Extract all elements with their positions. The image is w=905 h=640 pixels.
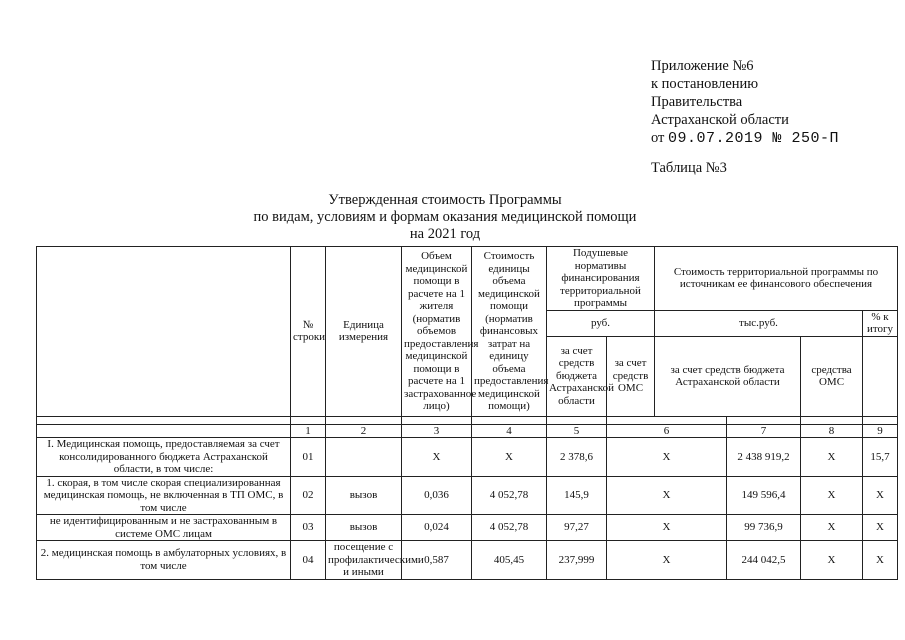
row-budget-thousand: 149 596,4	[727, 476, 801, 515]
annex-line-4: Астраханской области	[651, 112, 789, 128]
row-cost: 4 052,78	[472, 476, 547, 515]
header-territorial-cost: Стоимость территориальной программы по источникам ее финансового обеспечения	[655, 247, 898, 311]
separator-row	[37, 416, 898, 424]
row-no: 04	[291, 541, 326, 580]
row-oms: X	[607, 515, 727, 541]
row-oms-thousand: X	[801, 515, 863, 541]
annex-block	[651, 57, 839, 148]
table-row	[37, 438, 898, 477]
table-row	[37, 476, 898, 515]
title-line-2: по видам, условиям и формам оказания медицинской помощи	[253, 209, 637, 225]
annex-date-prefix: от	[651, 130, 665, 146]
table-number: Таблица №3	[651, 160, 727, 176]
row-name: 1. скорая, в том числе скорая специализированная медицинская помощь, не включенная в ТП ОМС, в том числе	[37, 476, 291, 515]
header-unit: Единица измерения	[326, 247, 402, 417]
row-name: не идентифицированным и не застрахованным в системе ОМС лицам	[37, 515, 291, 541]
row-budget: 2 378,6	[547, 438, 607, 477]
row-volume: 0,587	[402, 541, 472, 580]
row-no: 03	[291, 515, 326, 541]
row-oms: X	[607, 438, 727, 477]
column-number: 2	[326, 424, 402, 438]
cost-table	[36, 246, 898, 580]
title-line-1: Утвержденная стоимость Программы	[328, 192, 562, 208]
row-budget-thousand: 2 438 919,2	[727, 438, 801, 477]
row-no: 01	[291, 438, 326, 477]
annex-line-1: Приложение №6	[651, 58, 754, 74]
row-percent: X	[863, 476, 898, 515]
row-unit: вызов	[326, 515, 402, 541]
row-oms: X	[607, 541, 727, 580]
header-unit-cost: Стоимость единицы объема медицинской помощи (норматив финансовых затрат на единицу объема предоставления медицинской помощи)	[472, 247, 547, 417]
header-budget-thousand: за счет средств бюджета Астраханской области	[655, 336, 801, 416]
header-per-capita: Подушевые нормативы финансирования территориальной программы	[547, 247, 655, 311]
column-number: 5	[547, 424, 607, 438]
row-oms-thousand: X	[801, 476, 863, 515]
column-number: 9	[863, 424, 898, 438]
column-number: 1	[291, 424, 326, 438]
header-percent-total: % к итогу	[863, 310, 898, 336]
table-row	[37, 541, 898, 580]
row-budget: 237,999	[547, 541, 607, 580]
row-cost: X	[472, 438, 547, 477]
row-cost: 4 052,78	[472, 515, 547, 541]
row-unit: вызов	[326, 476, 402, 515]
header-volume: Объем медицинской помощи в расчете на 1 жителя (норматив объемов предоставления медицинской помощи в расчете на 1 застрахованное лицо)	[402, 247, 472, 417]
annex-date-value: 09.07.2019 № 250-П	[668, 130, 840, 147]
column-number: 8	[801, 424, 863, 438]
column-number: 6	[607, 424, 727, 438]
annex-line-3: Правительства	[651, 94, 743, 110]
annex-date-line	[651, 129, 839, 148]
column-number: 3	[402, 424, 472, 438]
column-number: 7	[727, 424, 801, 438]
row-unit: посещение с профилактическими и иными	[326, 541, 402, 580]
row-unit	[326, 438, 402, 477]
row-volume: X	[402, 438, 472, 477]
header-budget-rub: за счет средств бюджета Астраханской области	[547, 336, 607, 416]
header-rub: руб.	[547, 310, 655, 336]
header-thousand-rub: тыс.руб.	[655, 310, 863, 336]
row-budget: 145,9	[547, 476, 607, 515]
row-percent: 15,7	[863, 438, 898, 477]
column-number-empty	[37, 424, 291, 438]
document-title	[235, 192, 655, 243]
row-volume: 0,024	[402, 515, 472, 541]
header-row-no: № строки	[291, 247, 326, 417]
title-line-3: на 2021 год	[409, 226, 481, 242]
row-budget: 97,27	[547, 515, 607, 541]
annex-line-2: к постановлению	[651, 76, 759, 92]
row-cost: 405,45	[472, 541, 547, 580]
header-oms-rub: за счет средств ОМС	[607, 336, 655, 416]
row-budget-thousand: 99 736,9	[727, 515, 801, 541]
row-oms-thousand: X	[801, 541, 863, 580]
header-percent-empty	[863, 336, 898, 416]
header-oms-thousand: средства ОМС	[801, 336, 863, 416]
column-number-row	[37, 424, 898, 438]
row-oms-thousand: X	[801, 438, 863, 477]
column-number: 4	[472, 424, 547, 438]
row-volume: 0,036	[402, 476, 472, 515]
table-row	[37, 515, 898, 541]
row-no: 02	[291, 476, 326, 515]
header-name-cell	[37, 247, 291, 417]
row-name: 2. медицинская помощь в амбулаторных условиях, в том числе	[37, 541, 291, 580]
row-budget-thousand: 244 042,5	[727, 541, 801, 580]
row-percent: X	[863, 541, 898, 580]
row-percent: X	[863, 515, 898, 541]
row-oms: X	[607, 476, 727, 515]
row-name: I. Медицинская помощь, предоставляемая за счет консолидированного бюджета Астраханской области, в том числе:	[37, 438, 291, 477]
